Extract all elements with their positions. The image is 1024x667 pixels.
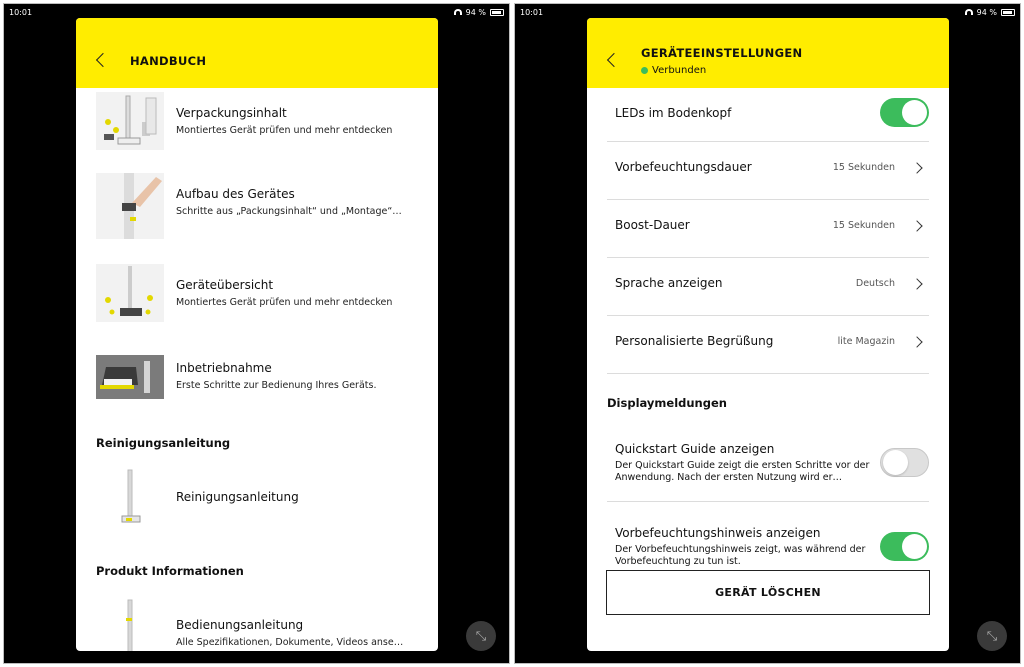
- minimize-icon[interactable]: ⤡: [466, 621, 496, 651]
- wifi-icon: [454, 9, 462, 15]
- section-title-cleaning: Reinigungsanleitung: [96, 436, 231, 450]
- header: [587, 18, 949, 88]
- setting-label: Personalisierte Begrüßung: [615, 334, 774, 348]
- item-title: Geräteübersicht: [176, 278, 274, 292]
- back-arrow-icon[interactable]: [607, 53, 621, 67]
- manual-item-bedienungsanleitung[interactable]: [96, 598, 418, 651]
- item-subtitle: Schritte aus „Packungsinhalt“ und „Montage“…: [176, 206, 402, 217]
- setting-value: 15 Sekunden: [832, 162, 895, 173]
- left-device-screen: [3, 3, 510, 664]
- toggle-knob: [902, 100, 927, 125]
- item-title: Inbetriebnahme: [176, 361, 272, 375]
- manual-item-inbetriebnahme[interactable]: [96, 355, 418, 423]
- first-use-thumbnail: [96, 355, 164, 399]
- connected-dot-icon: [641, 67, 648, 74]
- status-time: 10:01: [520, 7, 544, 17]
- item-subtitle: Montiertes Gerät prüfen und mehr entdecken: [176, 297, 393, 308]
- header: [76, 18, 438, 88]
- section-title-product-info: Produkt Informationen: [96, 564, 244, 578]
- battery-percent: 94 %: [465, 7, 486, 17]
- setting-description: Der Quickstart Guide zeigt die ersten Schritte vor der Anwendung. Nach der ersten Nutzung wird er…: [615, 460, 870, 483]
- prewet-hint-toggle[interactable]: [880, 532, 929, 561]
- setting-description: Der Vorbefeuchtungshinweis zeigt, was während der Vorbefeuchtung zu tun ist.: [615, 544, 866, 567]
- assembly-thumbnail: [96, 173, 164, 239]
- right-device-screen: [514, 3, 1021, 664]
- back-arrow-icon[interactable]: [96, 53, 110, 67]
- setting-label: Boost-Dauer: [615, 218, 690, 232]
- status-time: 10:01: [9, 7, 33, 17]
- connection-status-label: Verbunden: [652, 65, 707, 76]
- toggle-knob: [883, 450, 908, 475]
- setting-label: Sprache anzeigen: [615, 276, 723, 290]
- setting-label: LEDs im Bodenkopf: [615, 106, 732, 120]
- manual-item-aufbau[interactable]: [96, 173, 418, 241]
- battery-icon: [490, 9, 504, 16]
- manual-item-geraeteuebersicht[interactable]: [96, 264, 418, 332]
- setting-row-boost-duration[interactable]: [607, 200, 929, 258]
- wifi-icon: [965, 9, 973, 15]
- product-manual-thumbnail: [96, 598, 164, 651]
- item-title: Bedienungsanleitung: [176, 618, 304, 632]
- setting-value: 15 Sekunden: [832, 220, 895, 231]
- chevron-right-icon: [911, 278, 922, 289]
- item-title: Aufbau des Gerätes: [176, 187, 295, 201]
- setting-row-prewet-hint: [607, 512, 929, 572]
- cleaning-thumbnail: [96, 468, 164, 526]
- setting-row-language[interactable]: [607, 258, 929, 316]
- manual-item-verpackungsinhalt[interactable]: [96, 92, 418, 160]
- setting-row-greeting[interactable]: [607, 316, 929, 374]
- settings-panel: [587, 18, 949, 651]
- quickstart-toggle[interactable]: [880, 448, 929, 477]
- page-title: HANDBUCH: [130, 54, 207, 68]
- item-subtitle: Montiertes Gerät prüfen und mehr entdecken: [176, 125, 393, 136]
- setting-label: Vorbefeuchtungsdauer: [615, 160, 752, 174]
- chevron-right-icon: [911, 336, 922, 347]
- connection-status: [641, 65, 706, 76]
- chevron-right-icon: [911, 162, 922, 173]
- setting-row-leds: [607, 84, 929, 142]
- delete-device-button[interactable]: GERÄT LÖSCHEN: [606, 570, 930, 615]
- setting-value: lite Magazin: [837, 336, 895, 347]
- chevron-right-icon: [911, 220, 922, 231]
- item-title: Verpackungsinhalt: [176, 106, 287, 120]
- device-overview-thumbnail: [96, 264, 164, 322]
- package-contents-thumbnail: [96, 92, 164, 150]
- setting-row-quickstart: [607, 428, 929, 502]
- page-title: GERÄTEEINSTELLUNGEN: [641, 46, 803, 60]
- section-title-display-messages: Displaymeldungen: [607, 396, 727, 410]
- setting-label: Vorbefeuchtungshinweis anzeigen: [615, 526, 821, 540]
- setting-label: Quickstart Guide anzeigen: [615, 442, 775, 456]
- setting-value: Deutsch: [855, 278, 895, 289]
- item-subtitle: Erste Schritte zur Bedienung Ihres Geräts.: [176, 380, 377, 391]
- leds-toggle[interactable]: [880, 98, 929, 127]
- battery-percent: 94 %: [976, 7, 997, 17]
- manual-panel: [76, 18, 438, 651]
- item-subtitle: Alle Spezifikationen, Dokumente, Videos anse…: [176, 637, 404, 648]
- item-title: Reinigungsanleitung: [176, 490, 299, 504]
- setting-row-prewet-duration[interactable]: [607, 142, 929, 200]
- manual-item-reinigungsanleitung[interactable]: [96, 468, 418, 536]
- battery-icon: [1001, 9, 1015, 16]
- toggle-knob: [902, 534, 927, 559]
- minimize-icon[interactable]: ⤡: [977, 621, 1007, 651]
